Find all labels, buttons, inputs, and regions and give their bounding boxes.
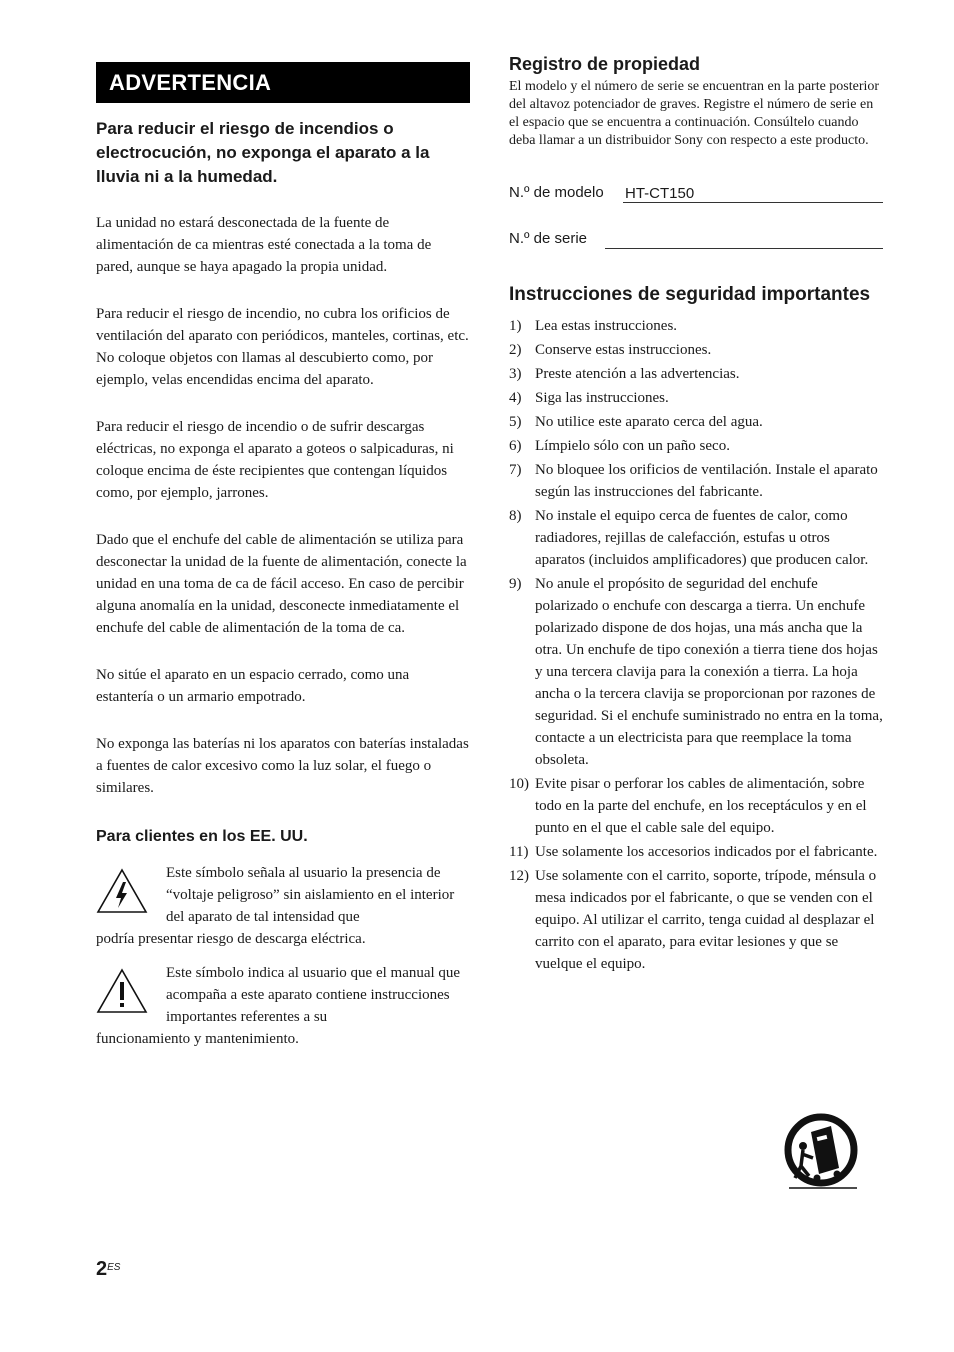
paragraph-power: La unidad no estará desconectada de la fuente de alimentación de ca mientras esté conectada a la toma de pared, aunque se haya apagado la propia unidad. <box>96 215 432 275</box>
safety-heading: Instrucciones de seguridad importantes <box>509 284 871 305</box>
list-item: 2) Conserve estas instrucciones. <box>509 342 712 358</box>
symbol-lightning-block <box>96 862 470 950</box>
right-column <box>509 52 883 977</box>
list-item: 8) No instale el equipo cerca de fuentes de calor, como radiadores, rejillas de calefacción, estufas u otros aparatos (incluidos amplificadores) que producen calor. <box>509 508 869 568</box>
paragraph-ventilation: Para reducir el riesgo de incendio, no cubra los orificios de ventilación del aparato con periódicos, manteles, cortinas, etc. <box>96 306 469 344</box>
list-item: 7) No bloquee los orificios de ventilación. Instale el aparato según las instrucciones del fabricante. <box>509 462 878 500</box>
list-item: 3) Preste atención a las advertencias. <box>509 366 740 382</box>
model-field <box>509 179 883 203</box>
left-column <box>96 62 470 1050</box>
symbol-lightning-text-cont: podría presentar riesgo de descarga eléctrica. <box>96 931 366 947</box>
model-label: N.º de modelo <box>509 184 604 201</box>
list-item: 11) Use solamente los accesorios indicados por el fabricante. <box>509 844 878 860</box>
registro-text: El modelo y el número de serie se encuentran en la parte posterior del altavoz potenciador de graves. Registre el número de serie en el espacio que se encuentra a continuación. Consúltelo cuando deba llamar a un distribuidor Sony con respecto a este producto. <box>509 79 880 148</box>
serial-label: N.º de serie <box>509 230 588 247</box>
symbol-exclamation-text-cont: funcionamiento y mantenimiento. <box>96 1031 299 1047</box>
page-language-suffix: ES <box>107 1262 121 1273</box>
paragraph-flames: No coloque objetos con llamas al descubierto como, por ejemplo, velas encendidas encima del aparato. <box>96 350 433 388</box>
list-item: 1) Lea estas instrucciones. <box>509 318 678 334</box>
symbol-exclamation-block <box>96 962 470 1050</box>
list-item: 5) No utilice este aparato cerca del agua. <box>509 414 763 430</box>
serial-value <box>605 228 883 249</box>
advertencia-banner: ADVERTENCIA <box>96 62 470 103</box>
lightning-triangle-icon <box>96 868 148 914</box>
serial-field <box>509 225 883 249</box>
list-item: 10) Evite pisar o perforar los cables de alimentación, sobre todo en la parte del enchufe, en los receptáculos y en el punto en el que el cable sale del equipo. <box>509 776 867 836</box>
paragraph-plug: Dado que el enchufe del cable de alimentación se utiliza para desconectar la unidad de la fuente de alimentación, conecte la unidad en una toma de ca de fácil acceso. En caso de percibir alguna anomalía en la unidad, desconecte inmediatamente el enchufe del cable de alimentación de la toma de ca. <box>96 532 467 636</box>
list-item: 6) Límpielo sólo con un paño seco. <box>509 438 730 454</box>
list-item: 4) Siga las instrucciones. <box>509 390 669 406</box>
paragraph-batteries: No exponga las baterías ni los aparatos con baterías instaladas a fuentes de calor excesivo como la luz solar, el fuego o similares. <box>96 736 469 796</box>
paragraph-enclosure: No sitúe el aparato en un espacio cerrado, como una estantería o un armario empotrado. <box>96 667 410 705</box>
us-customers-heading: Para clientes en los EE. UU. <box>96 828 308 845</box>
registro-heading: Registro de propiedad <box>509 54 701 74</box>
cart-tip-over-warning-icon <box>781 1112 861 1192</box>
list-item: 9) No anule el propósito de seguridad del enchufe polarizado o enchufe con descarga a tierra. Un enchufe polarizado dispone de dos hojas, una más ancha que la otra. Un enchufe de tipo conexión a tierra tiene dos hojas y una tercera clavija para la conexión a tierra. La hoja ancha o la tercera clavija se proporcionan por razones de seguridad. Si el enchufe suministrado no entra en la toma, contacte a un electricista para que reemplace la toma obsoleta. <box>509 576 883 768</box>
page-number: $2^{ES}$ <box>96 1258 121 1280</box>
paragraph-liquids: Para reducir el riesgo de incendio o de sufrir descargas eléctricas, no exponga el aparato a goteos o salpicaduras, ni coloque encima de éste recipientes que contengan líquidos como, por ejemplo, jarrones. <box>96 419 454 501</box>
safety-list <box>509 315 883 975</box>
symbol-lightning-text: Este símbolo señala al usuario la presencia de “voltaje peligroso” sin aislamiento en el interior del aparato de tal intensidad que <box>166 865 455 925</box>
exclamation-triangle-icon <box>96 968 148 1014</box>
list-item: 12) Use solamente con el carrito, soporte, trípode, ménsula o mesa indicados por el fabricante, o que se venden con el equipo. Al utilizar el carrito, tenga cuidad al desplazar el carrito con el aparato, para evitar lesiones y que se vuelque el equipo. <box>509 868 877 972</box>
warning-heading: Para reducir el riesgo de incendios o electrocución, no exponga el aparato a la lluvia ni a la humedad. <box>96 119 430 186</box>
model-value: HT-CT150 <box>623 185 883 203</box>
symbol-exclamation-text: Este símbolo indica al usuario que el manual que acompaña a este aparato contiene instrucciones importantes referentes a su <box>166 965 461 1025</box>
